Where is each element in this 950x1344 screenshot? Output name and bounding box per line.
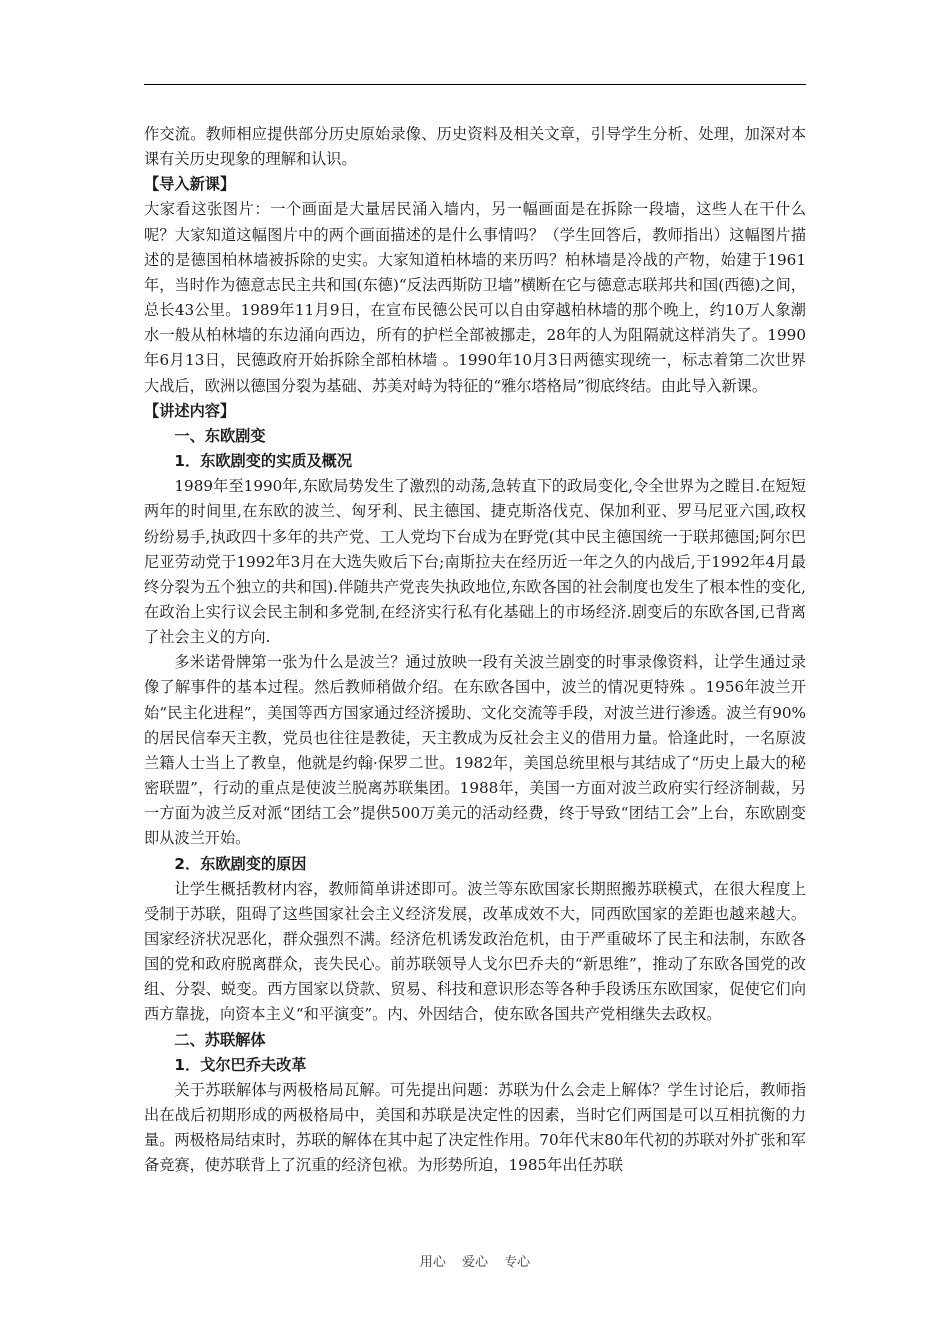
section-heading-lecture: 【讲述内容】: [144, 401, 236, 420]
paragraph-overview: 1989年至1990年,东欧局势发生了激烈的动荡,急转直下的政局变化,令全世界为之瞠目.在短短两年的时间里,在东欧的波兰、匈牙利、民主德国、捷克斯洛伐克、保加利亚、罗马尼亚六国,政权纷纷易手,执政四十多年的共产党、工人党均下台成为在野党(其中民主德国统一于联邦德国;阿尔巴尼亚劳动党于1992年3月在大选失败后下台;南斯拉夫在经历近一年之久的内战后,于1992年4月最终分裂为五个独立的共和国).伴随共产党丧失执政地位,东欧各国的社会制度也发生了根本性的变化,在政治上实行议会民主制和多党制,在经济实行私有化基础上的市场经济.剧变后的东欧各国,已背离了社会主义的方向.: [144, 477, 806, 647]
paragraph-causes: 让学生概括教材内容，教师简单讲述即可。波兰等东欧国家长期照搬苏联模式，在很大程度上受制于苏联，阻碍了这些国家社会主义经济发展，改革成效不大，同西欧国家的差距也越来越大。国家经济状况恶化，群众强烈不满。经济危机诱发政治危机，由于严重破坏了民主和法制，东欧各国的党和政府脱离群众，丧失民心。前苏联领导人戈尔巴乔夫的“新思维”，推动了东欧各国党的改组、分裂、蜕变。西方国家以贷款、贸易、科技和意识形态等各种手段诱压东欧国家，促使它们向西方靠拢，向资本主义“和平演变”。内、外因结合，使东欧各国共产党相继失去政权。: [144, 879, 806, 1024]
import-paragraph: 大家看这张图片：一个画面是大量居民涌入墙内，另一幅画面是在拆除一段墙，这些人在干什么呢？大家知道这幅图片中的两个画面描述的是什么事情吗？（学生回答后，教师指出）这幅图片描述的是德国柏林墙被拆除的史实。大家知道柏林墙的来历吗？柏林墙是冷战的产物，始建于1961年，当时作为德意志民主共和国(东德)“反法西斯防卫墙”横断在它与德意志联邦共和国(西德)之间，总长43公里。1989年11月9日，在宣布民德公民可以自由穿越柏林墙的那个晚上，约10万人象潮水一般从柏林墙的东边涌向西边，所有的护栏全部被挪走，28年的人为阻隔就这样消失了。1990年6月13日，民德政府开始拆除全部柏林墙 。1990年10月3日两德实现统一，标志着第二次世界大战后，欧洲以德国分裂为基础、苏美对峙为特征的“雅尔塔格局”彻底终结。由此导入新课。: [144, 200, 806, 395]
subheading-causes: 2．东欧剧变的原因: [174, 854, 307, 873]
intro-paragraph: 作交流。教师相应提供部分历史原始录像、历史资料及相关文章，引导学生分析、处理，加深对本课有关历史现象的理解和认识。: [144, 125, 806, 169]
subheading-nature-overview: 1．东欧剧变的实质及概况: [174, 452, 353, 471]
heading-soviet-dissolution: 二、苏联解体: [174, 1030, 266, 1049]
header-rule: [144, 84, 806, 85]
section-heading-import: 【导入新课】: [144, 175, 236, 194]
document-body: [144, 122, 806, 1179]
heading-eastern-europe: 一、东欧剧变: [174, 426, 266, 445]
paragraph-dissolution: 关于苏联解体与两极格局瓦解。可先提出问题：苏联为什么会走上解体？学生讨论后，教师指出在战后初期形成的两极格局中，美国和苏联是决定性的因素，当时它们两国是可以互相抗衡的力量。两极格局结束时，苏联的解体在其中起了决定性作用。70年代末80年代初的苏联对外扩张和军备竞赛，使苏联背上了沉重的经济包袱。为形势所迫，1985年出任苏联: [144, 1080, 806, 1175]
paragraph-poland: 多米诺骨牌第一张为什么是波兰？通过放映一段有关波兰剧变的时事录像资料，让学生通过录像了解事件的基本过程。然后教师稍做介绍。在东欧各国中，波兰的情况更特殊 。1956年波兰开始“民主化进程”，美国等西方国家通过经济援助、文化交流等手段，对波兰进行渗透。波兰有90%的居民信奉天主教，党员也往往是教徒，天主教成为反社会主义的借用力量。恰逢此时，一名原波兰籍人士当上了教皇，他就是约翰·保罗二世。1982年，美国总统里根与其结成了“历史上最大的秘密联盟”，行动的重点是使波兰脱离苏联集团。1988年，美国一方面对波兰政府实行经济制裁，另一方面为波兰反对派“团结工会”提供500万美元的活动经费，终于导致“团结工会”上台，东欧剧变即从波兰开始。: [144, 653, 806, 848]
page-footer: 用心 爱心 专心: [419, 1255, 531, 1270]
subheading-gorbachev-reform: 1．戈尔巴乔夫改革: [174, 1055, 307, 1074]
